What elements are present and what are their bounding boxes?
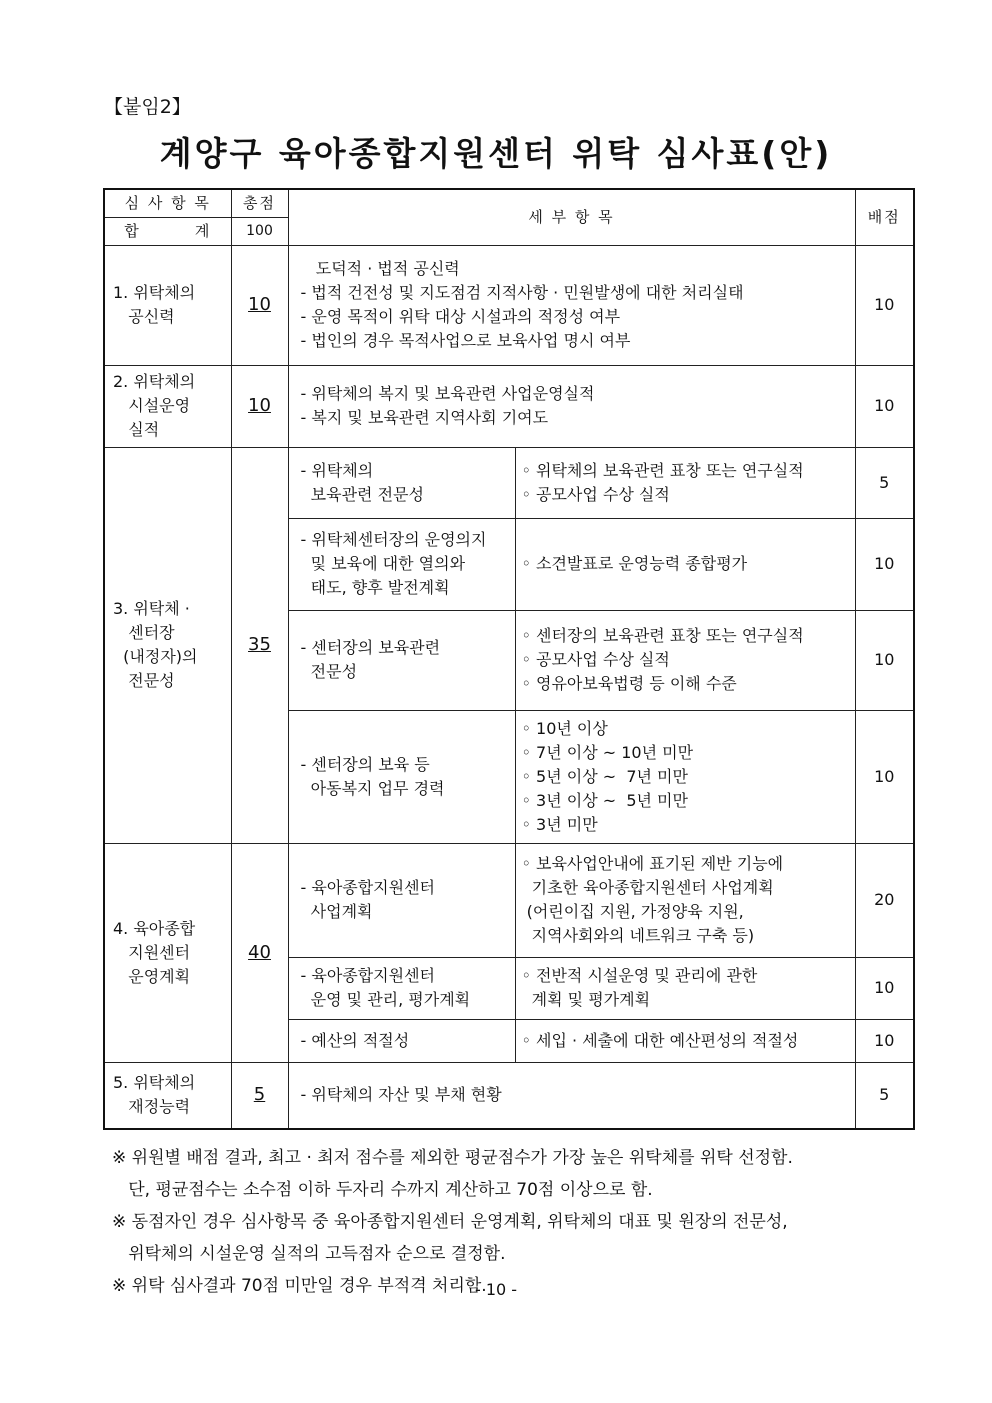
total-5: 5 [231,1062,288,1129]
category-5: 5. 위탁체의 재정능력 [104,1062,231,1129]
total-4: 40 [231,843,288,1062]
points-3-2: 10 [855,518,914,610]
attachment-label: 【붙임2】 [104,96,191,118]
table-header-row [104,189,914,217]
points-2: 10 [855,365,914,447]
header-item: 심 사 항 목 [104,189,231,217]
points-3-3: 10 [855,610,914,710]
criteria-3-1: ◦ 위탁체의 보육관련 표창 또는 연구실적 ◦ 공모사업 수상 실적 [515,447,855,518]
sub-item-4-2: - 육아종합지원센터 운영 및 관리, 평가계획 [288,957,515,1019]
section-row-2 [104,365,914,447]
detail-5: - 위탁체의 자산 및 부채 현황 [288,1062,855,1129]
category-4: 4. 육아종합 지원센터 운영계획 [104,843,231,1062]
note-line: 위탁체의 시설운영 실적의 고득점자 순으로 결정함. [112,1244,506,1264]
points-5: 5 [855,1062,914,1129]
criteria-4-2: ◦ 전반적 시설운영 및 관리에 관한 계획 및 평가계획 [515,957,855,1019]
notes-block [112,1142,932,1302]
header-total: 총점 [231,189,288,217]
document-title: 계양구 육아종합지원센터 위탁 심사표(안) [159,134,833,173]
points-4-2: 10 [855,957,914,1019]
note-line: ※ 동점자인 경우 심사항목 중 육아종합지원센터 운영계획, 위탁체의 대표 및 원장의 전문성, [112,1212,788,1232]
category-2: 2. 위탁체의 시설운영 실적 [104,365,231,447]
category-1: 1. 위탁체의 공신력 [104,245,231,365]
points-1: 10 [855,245,914,365]
points-4-1: 20 [855,843,914,957]
sum-label: 합 계 [104,217,231,245]
criteria-3-2: ◦ 소견발표로 운영능력 종합평가 [515,518,855,610]
total-1: 10 [231,245,288,365]
criteria-3-4: ◦ 10년 이상 ◦ 7년 이상 ~ 10년 미만 ◦ 5년 이상 ~ 7년 미만 ◦ 3년 이상 ~ 5년 미만 ◦ 3년 미만 [515,710,855,843]
note-line: 단, 평균점수는 소수점 이하 두자리 수까지 계산하고 70점 이상으로 함. [112,1180,653,1200]
header-detail: 세 부 항 목 [288,189,855,245]
points-3-1: 5 [855,447,914,518]
header-points: 배점 [855,189,914,245]
category-3: 3. 위탁체 · 센터장 (내정자)의 전문성 [104,447,231,843]
total-2: 10 [231,365,288,447]
sub-item-3-4: - 센터장의 보육 등 아동복지 업무 경력 [288,710,515,843]
evaluation-table [103,188,915,1130]
section-row-4a [104,843,914,957]
total-3: 35 [231,447,288,843]
note-line: ※ 위탁 심사결과 70점 미만일 경우 부적격 처리함. [112,1276,487,1296]
section-row-3a [104,447,914,518]
section-row-5 [104,1062,914,1129]
sum-value: 100 [231,217,288,245]
sub-item-3-2: - 위탁체센터장의 운영의지 및 보육에 대한 열의와 태도, 향후 발전계획 [288,518,515,610]
detail-1: 도덕적 · 법적 공신력 - 법적 건전성 및 지도점검 지적사항 · 민원발생에 대한 처리실태 - 운영 목적이 위탁 대상 시설과의 적정성 여부 - 법인의 경우 목적사업으로 보육사업 명시 여부 [288,245,855,365]
sub-item-4-3: - 예산의 적절성 [288,1019,515,1062]
note-line: ※ 위원별 배점 결과, 최고 · 최저 점수를 제외한 평균점수가 가장 높은 위탁체를 위탁 선정함. [112,1148,793,1168]
page-number: - 10 - [474,1280,518,1299]
sub-item-4-1: - 육아종합지원센터 사업계획 [288,843,515,957]
detail-2: - 위탁체의 복지 및 보육관련 사업운영실적 - 복지 및 보육관련 지역사회 기여도 [288,365,855,447]
criteria-4-3: ◦ 세입 · 세출에 대한 예산편성의 적절성 [515,1019,855,1062]
section-row-1 [104,245,914,365]
criteria-4-1: ◦ 보육사업안내에 표기된 제반 기능에 기초한 육아종합지원센터 사업계획 (어린이집 지원, 가정양육 지원, 지역사회와의 네트워크 구축 등) [515,843,855,957]
points-4-3: 10 [855,1019,914,1062]
sub-item-3-1: - 위탁체의 보육관련 전문성 [288,447,515,518]
criteria-3-3: ◦ 센터장의 보육관련 표창 또는 연구실적 ◦ 공모사업 수상 실적 ◦ 영유아보육법령 등 이해 수준 [515,610,855,710]
sub-item-3-3: - 센터장의 보육관련 전문성 [288,610,515,710]
points-3-4: 10 [855,710,914,843]
